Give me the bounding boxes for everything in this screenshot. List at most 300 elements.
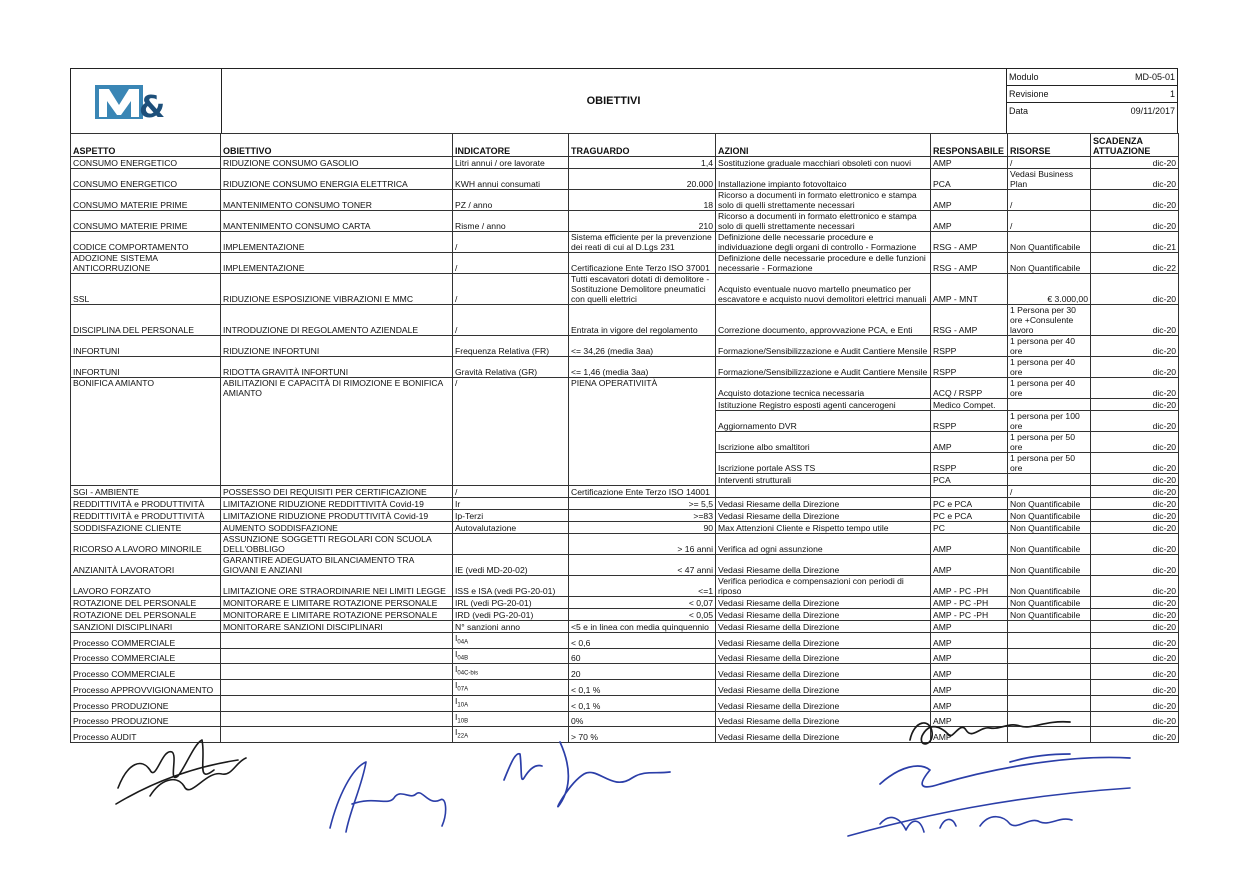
cell-risorse: 1 persona per 100 ore — [1008, 411, 1091, 432]
table-row — [71, 357, 1179, 378]
cell-indicatore: Ir — [453, 498, 569, 510]
table-row — [71, 378, 1179, 399]
cell-aspetto: SANZIONI DISCIPLINARI — [71, 621, 221, 633]
cell-scadenza: dic-20 — [1091, 576, 1179, 597]
cell-responsabile: AMP — [931, 680, 1008, 696]
cell-risorse: / — [1008, 190, 1091, 211]
cell-indicatore: IRL (vedi PG-20-01) — [453, 597, 569, 609]
cell-scadenza: dic-20 — [1091, 621, 1179, 633]
cell-azioni: Installazione impianto fotovoltaico — [716, 169, 931, 190]
cell-scadenza: dic-20 — [1091, 357, 1179, 378]
cell-obiettivo: LIMITAZIONE ORE STRAORDINARIE NEI LIMITI LEGGE — [221, 576, 453, 597]
indicator-symbol: I — [455, 648, 458, 659]
cell-responsabile: PCA — [931, 474, 1008, 486]
cell-responsabile: PC e PCA — [931, 498, 1008, 510]
table-row — [71, 664, 1179, 680]
cell-responsabile: AMP — [931, 633, 1008, 649]
cell-aspetto: INFORTUNI — [71, 336, 221, 357]
cell-azioni: Vedasi Riesame della Direzione — [716, 727, 931, 743]
cell-risorse: Vedasi Business Plan — [1008, 169, 1091, 190]
cell-traguardo: < 0,1 % — [569, 680, 716, 696]
cell-responsabile: AMP — [931, 695, 1008, 711]
cell-traguardo: PIENA OPERATIVIITÀ — [569, 378, 716, 486]
meta-value: 1 — [1169, 89, 1175, 99]
cell-responsabile: Medico Compet. — [931, 399, 1008, 411]
cell-aspetto: Processo COMMERCIALE — [71, 648, 221, 664]
cell-responsabile: PCA — [931, 169, 1008, 190]
cell-indicatore: KWH annui consumati — [453, 169, 569, 190]
cell-aspetto: Processo APPROVVIGIONAMENTO — [71, 680, 221, 696]
cell-risorse — [1008, 399, 1091, 411]
cell-risorse: Non Quantificabile — [1008, 534, 1091, 555]
cell-risorse: € 3.000,00 — [1008, 274, 1091, 305]
cell-obiettivo: RIDUZIONE CONSUMO ENERGIA ELETTRICA — [221, 169, 453, 190]
cell-azioni: Acquisto eventuale nuovo martello pneumatico per escavatore e acquisto nuovi demolitori elettrici manuali — [716, 274, 931, 305]
cell-obiettivo: LIMITAZIONE RIDUZIONE REDDITTIVITÀ Covid-19 — [221, 498, 453, 510]
indicator-subscript: 04A — [457, 639, 469, 646]
cell-risorse: Non Quantificabile — [1008, 253, 1091, 274]
cell-azioni: Vedasi Riesame della Direzione — [716, 597, 931, 609]
col-header-risorse: RISORSE — [1008, 134, 1091, 157]
cell-obiettivo — [221, 633, 453, 649]
cell-scadenza: dic-20 — [1091, 534, 1179, 555]
cell-risorse — [1008, 621, 1091, 633]
cell-scadenza: dic-20 — [1091, 522, 1179, 534]
cell-indicatore: IE (vedi MD-20-02) — [453, 555, 569, 576]
cell-azioni: Ricorso a documenti in formato elettronico e stampa solo di quelli strettamente necessari — [716, 190, 931, 211]
cell-risorse: / — [1008, 157, 1091, 169]
cell-obiettivo: IMPLEMENTAZIONE — [221, 253, 453, 274]
table-row — [71, 211, 1179, 232]
cell-traguardo: < 0,07 — [569, 597, 716, 609]
indicator-symbol: I — [455, 727, 458, 738]
logo-cell — [71, 69, 222, 133]
cell-scadenza: dic-22 — [1091, 253, 1179, 274]
cell-risorse: / — [1008, 211, 1091, 232]
cell-indicatore: Frequenza Relativa (FR) — [453, 336, 569, 357]
cell-responsabile: AMP — [931, 727, 1008, 743]
cell-azioni: Vedasi Riesame della Direzione — [716, 648, 931, 664]
table-row — [71, 680, 1179, 696]
table-row — [71, 534, 1179, 555]
cell-responsabile: AMP — [931, 190, 1008, 211]
cell-aspetto: LAVORO FORZATO — [71, 576, 221, 597]
cell-traguardo: <=1 — [569, 576, 716, 597]
cell-obiettivo — [221, 680, 453, 696]
cell-traguardo: Tutti escavatori dotati di demolitore - Sostituzione Demolitore pneumatici con quelli elettrici — [569, 274, 716, 305]
cell-azioni: Vedasi Riesame della Direzione — [716, 711, 931, 727]
cell-traguardo: 20 — [569, 664, 716, 680]
cell-scadenza: dic-20 — [1091, 190, 1179, 211]
cell-responsabile: ACQ / RSPP — [931, 378, 1008, 399]
cell-indicatore — [453, 633, 569, 649]
cell-responsabile: AMP - PC -PH — [931, 597, 1008, 609]
cell-responsabile: AMP - PC -PH — [931, 576, 1008, 597]
col-header-traguardo: TRAGUARDO — [569, 134, 716, 157]
cell-obiettivo: MANTENIMENTO CONSUMO TONER — [221, 190, 453, 211]
cell-aspetto: SGI - AMBIENTE — [71, 486, 221, 498]
cell-aspetto: ROTAZIONE DEL PERSONALE — [71, 597, 221, 609]
indicator-subscript: 22A — [457, 734, 469, 741]
document-sheet — [70, 68, 1178, 743]
meta-value: MD-05-01 — [1134, 72, 1175, 82]
cell-scadenza: dic-20 — [1091, 274, 1179, 305]
cell-scadenza: dic-20 — [1091, 399, 1179, 411]
cell-aspetto: Processo PRODUZIONE — [71, 695, 221, 711]
cell-traguardo: <= 34,26 (media 3aa) — [569, 336, 716, 357]
cell-risorse: 1 persona per 50 ore — [1008, 453, 1091, 474]
cell-risorse: Non Quantificabile — [1008, 232, 1091, 253]
cell-risorse: Non Quantificabile — [1008, 555, 1091, 576]
cell-scadenza: dic-20 — [1091, 336, 1179, 357]
cell-responsabile: AMP — [931, 711, 1008, 727]
cell-scadenza: dic-20 — [1091, 727, 1179, 743]
cell-risorse — [1008, 648, 1091, 664]
indicator-subscript: 04C-bis — [457, 671, 479, 678]
cell-aspetto: SODDISFAZIONE CLIENTE — [71, 522, 221, 534]
cell-azioni: Istituzione Registro esposti agenti cancerogeni — [716, 399, 931, 411]
cell-risorse: Non Quantificabile — [1008, 576, 1091, 597]
cell-traguardo: 1,4 — [569, 157, 716, 169]
cell-traguardo: 210 — [569, 211, 716, 232]
cell-azioni: Aggiornamento DVR — [716, 411, 931, 432]
table-row — [71, 274, 1179, 305]
cell-traguardo: 18 — [569, 190, 716, 211]
cell-azioni: Vedasi Riesame della Direzione — [716, 498, 931, 510]
cell-obiettivo: MONITORARE SANZIONI DISCIPLINARI — [221, 621, 453, 633]
cell-aspetto: CONSUMO MATERIE PRIME — [71, 211, 221, 232]
table-row — [71, 336, 1179, 357]
table-row — [71, 232, 1179, 253]
cell-aspetto: ANZIANITÀ LAVORATORI — [71, 555, 221, 576]
cell-azioni: Iscrizione albo smaltitori — [716, 432, 931, 453]
cell-scadenza: dic-20 — [1091, 609, 1179, 621]
cell-responsabile: RSPP — [931, 411, 1008, 432]
cell-traguardo: 60 — [569, 648, 716, 664]
cell-obiettivo: MONITORARE E LIMITARE ROTAZIONE PERSONALE — [221, 609, 453, 621]
cell-risorse — [1008, 680, 1091, 696]
cell-risorse: 1 Persona per 30 ore +Consulente lavoro — [1008, 305, 1091, 336]
page-title: OBIETTIVI — [221, 69, 1007, 133]
col-header-scadenza: SCADENZA ATTUAZIONE — [1091, 134, 1179, 157]
cell-responsabile: RSG - AMP — [931, 232, 1008, 253]
cell-responsabile: AMP — [931, 157, 1008, 169]
cell-responsabile: AMP — [931, 432, 1008, 453]
cell-traguardo: >= 5,5 — [569, 498, 716, 510]
cell-risorse: 1 persona per 40 ore — [1008, 357, 1091, 378]
cell-scadenza: dic-20 — [1091, 169, 1179, 190]
cell-aspetto: Processo PRODUZIONE — [71, 711, 221, 727]
cell-risorse: Non Quantificabile — [1008, 597, 1091, 609]
cell-risorse: Non Quantificabile — [1008, 522, 1091, 534]
indicator-subscript: 04B — [457, 655, 469, 662]
cell-aspetto: ROTAZIONE DEL PERSONALE — [71, 609, 221, 621]
cell-aspetto: Processo COMMERCIALE — [71, 633, 221, 649]
meta-label: Data — [1009, 106, 1029, 116]
cell-responsabile: AMP — [931, 555, 1008, 576]
cell-responsabile: AMP — [931, 534, 1008, 555]
cell-scadenza: dic-20 — [1091, 486, 1179, 498]
cell-aspetto: SSL — [71, 274, 221, 305]
cell-responsabile: AMP — [931, 664, 1008, 680]
col-header-obiettivo: OBIETTIVO — [221, 134, 453, 157]
cell-indicatore: ISS e ISA (vedi PG-20-01) — [453, 576, 569, 597]
cell-indicatore: N° sanzioni anno — [453, 621, 569, 633]
cell-traguardo: Entrata in vigore del regolamento — [569, 305, 716, 336]
cell-scadenza: dic-20 — [1091, 411, 1179, 432]
cell-aspetto: Processo AUDIT — [71, 727, 221, 743]
cell-aspetto: REDDITTIVITÀ e PRODUTTIVITÀ — [71, 510, 221, 522]
cell-obiettivo: ASSUNZIONE SOGGETTI REGOLARI CON SCUOLA DELL'OBBLIGO — [221, 534, 453, 555]
col-header-azioni: AZIONI — [716, 134, 931, 157]
cell-risorse — [1008, 474, 1091, 486]
cell-responsabile: AMP - PC -PH — [931, 609, 1008, 621]
cell-obiettivo: GARANTIRE ADEGUATO BILANCIAMENTO TRA GIOVANI E ANZIANI — [221, 555, 453, 576]
cell-obiettivo: RIDUZIONE CONSUMO GASOLIO — [221, 157, 453, 169]
indicator-symbol: I — [455, 633, 458, 643]
cell-traguardo: < 0,1 % — [569, 695, 716, 711]
indicator-symbol: I — [455, 711, 458, 722]
table-row — [71, 157, 1179, 169]
cell-responsabile: RSPP — [931, 336, 1008, 357]
cell-scadenza: dic-20 — [1091, 474, 1179, 486]
cell-risorse — [1008, 633, 1091, 649]
table-row — [71, 510, 1179, 522]
table-row — [71, 498, 1179, 510]
cell-azioni: Vedasi Riesame della Direzione — [716, 695, 931, 711]
cell-scadenza: dic-20 — [1091, 211, 1179, 232]
cell-indicatore — [453, 680, 569, 696]
cell-traguardo: <5 e in linea con media quinquennio — [569, 621, 716, 633]
cell-traguardo: Certificazione Ente Terzo ISO 14001 — [569, 486, 716, 498]
cell-scadenza: dic-20 — [1091, 157, 1179, 169]
cell-obiettivo: RIDOTTA GRAVITÀ INFORTUNI — [221, 357, 453, 378]
table-row — [71, 169, 1179, 190]
table-row — [71, 597, 1179, 609]
cell-azioni: Vedasi Riesame della Direzione — [716, 555, 931, 576]
cell-obiettivo: RIDUZIONE ESPOSIZIONE VIBRAZIONI E MMC — [221, 274, 453, 305]
document-header — [70, 68, 1178, 133]
cell-indicatore: Risme / anno — [453, 211, 569, 232]
cell-traguardo: <= 1,46 (media 3aa) — [569, 357, 716, 378]
cell-indicatore — [453, 648, 569, 664]
indicator-symbol: I — [455, 664, 458, 675]
col-header-aspetto: ASPETTO — [71, 134, 221, 157]
table-row — [71, 648, 1179, 664]
cell-obiettivo: IMPLEMENTAZIONE — [221, 232, 453, 253]
cell-aspetto: CODICE COMPORTAMENTO — [71, 232, 221, 253]
cell-indicatore: IRD (vedi PG-20-01) — [453, 609, 569, 621]
cell-aspetto: CONSUMO ENERGETICO — [71, 169, 221, 190]
indicator-subscript: 10B — [457, 718, 469, 725]
cell-scadenza: dic-20 — [1091, 711, 1179, 727]
cell-traguardo: 90 — [569, 522, 716, 534]
cell-responsabile: RSG - AMP — [931, 253, 1008, 274]
cell-responsabile: AMP - MNT — [931, 274, 1008, 305]
cell-indicatore — [453, 664, 569, 680]
cell-scadenza: dic-20 — [1091, 664, 1179, 680]
signatures-area — [0, 700, 1250, 880]
cell-traguardo: 0% — [569, 711, 716, 727]
cell-responsabile: AMP — [931, 211, 1008, 232]
cell-indicatore: Autovalutazione — [453, 522, 569, 534]
cell-indicatore: Ip-Terzi — [453, 510, 569, 522]
cell-obiettivo: ABILITAZIONI E CAPACITÀ DI RIMOZIONE E BONIFICA AMIANTO — [221, 378, 453, 486]
cell-azioni: Definizione delle necessarie procedure e individuazione degli organi di controllo - Formazione — [716, 232, 931, 253]
cell-risorse: Non Quantificabile — [1008, 498, 1091, 510]
indicator-symbol: I — [455, 695, 458, 706]
cell-responsabile: RSG - AMP — [931, 305, 1008, 336]
cell-scadenza: dic-20 — [1091, 680, 1179, 696]
cell-scadenza: dic-20 — [1091, 432, 1179, 453]
meta-row-revisione — [1006, 86, 1178, 103]
cell-obiettivo: INTRODUZIONE DI REGOLAMENTO AZIENDALE — [221, 305, 453, 336]
cell-aspetto: INFORTUNI — [71, 357, 221, 378]
meta-row-modulo — [1006, 69, 1178, 86]
cell-aspetto: DISCIPLINA DEL PERSONALE — [71, 305, 221, 336]
cell-risorse: 1 persona per 40 ore — [1008, 378, 1091, 399]
company-logo-icon — [95, 83, 165, 121]
cell-azioni: Vedasi Riesame della Direzione — [716, 633, 931, 649]
cell-traguardo: < 0,05 — [569, 609, 716, 621]
cell-traguardo: > 70 % — [569, 727, 716, 743]
cell-azioni: Vedasi Riesame della Direzione — [716, 621, 931, 633]
cell-aspetto: CONSUMO MATERIE PRIME — [71, 190, 221, 211]
cell-azioni: Interventi strutturali — [716, 474, 931, 486]
cell-indicatore: PZ / anno — [453, 190, 569, 211]
cell-responsabile: PC e PCA — [931, 510, 1008, 522]
cell-indicatore: / — [453, 274, 569, 305]
table-row — [71, 609, 1179, 621]
document-meta — [1006, 69, 1178, 133]
cell-obiettivo: RIDUZIONE INFORTUNI — [221, 336, 453, 357]
cell-scadenza: dic-20 — [1091, 648, 1179, 664]
cell-obiettivo: MANTENIMENTO CONSUMO CARTA — [221, 211, 453, 232]
cell-indicatore: Gravità Relativa (GR) — [453, 357, 569, 378]
indicator-symbol: I — [455, 680, 458, 691]
cell-scadenza: dic-20 — [1091, 498, 1179, 510]
cell-obiettivo — [221, 648, 453, 664]
table-row — [71, 633, 1179, 649]
cell-indicatore — [453, 534, 569, 555]
cell-scadenza: dic-20 — [1091, 597, 1179, 609]
cell-indicatore: Litri annui / ore lavorate — [453, 157, 569, 169]
table-row — [71, 555, 1179, 576]
cell-indicatore: / — [453, 253, 569, 274]
table-row — [71, 305, 1179, 336]
cell-azioni: Ricorso a documenti in formato elettronico e stampa solo di quelli strettamente necessari — [716, 211, 931, 232]
cell-aspetto: BONIFICA AMIANTO — [71, 378, 221, 486]
cell-obiettivo: AUMENTO SODDISFAZIONE — [221, 522, 453, 534]
cell-scadenza: dic-20 — [1091, 695, 1179, 711]
cell-responsabile — [931, 486, 1008, 498]
cell-azioni: Vedasi Riesame della Direzione — [716, 664, 931, 680]
table-row — [71, 621, 1179, 633]
cell-aspetto: CONSUMO ENERGETICO — [71, 157, 221, 169]
cell-traguardo: 20.000 — [569, 169, 716, 190]
cell-aspetto: Processo COMMERCIALE — [71, 664, 221, 680]
cell-traguardo: < 0,6 — [569, 633, 716, 649]
cell-indicatore: / — [453, 378, 569, 486]
cell-responsabile: PC — [931, 522, 1008, 534]
cell-azioni: Vedasi Riesame della Direzione — [716, 510, 931, 522]
cell-indicatore: / — [453, 305, 569, 336]
table-body — [71, 157, 1179, 743]
cell-aspetto: RICORSO A LAVORO MINORILE — [71, 534, 221, 555]
cell-azioni — [716, 486, 931, 498]
meta-label: Revisione — [1009, 89, 1049, 99]
cell-indicatore: / — [453, 486, 569, 498]
table-row — [71, 522, 1179, 534]
cell-scadenza: dic-20 — [1091, 510, 1179, 522]
cell-azioni: Formazione/Sensibilizzazione e Audit Cantiere Mensile — [716, 336, 931, 357]
cell-scadenza: dic-20 — [1091, 378, 1179, 399]
cell-traguardo: < 47 anni — [569, 555, 716, 576]
cell-risorse: / — [1008, 486, 1091, 498]
cell-azioni: Formazione/Sensibilizzazione e Audit Cantiere Mensile — [716, 357, 931, 378]
cell-scadenza: dic-21 — [1091, 232, 1179, 253]
meta-value: 09/11/2017 — [1130, 106, 1175, 116]
svg-text:&: & — [139, 90, 165, 121]
cell-responsabile: AMP — [931, 621, 1008, 633]
cell-azioni: Verifica ad ogni assunzione — [716, 534, 931, 555]
col-header-indicatore: INDICATORE — [453, 134, 569, 157]
cell-traguardo: Sistema efficiente per la prevenzione dei reati di cui al D.Lgs 231 — [569, 232, 716, 253]
cell-responsabile: RSPP — [931, 357, 1008, 378]
objectives-table — [70, 133, 1179, 743]
meta-row-data — [1006, 103, 1178, 119]
cell-obiettivo — [221, 664, 453, 680]
cell-scadenza: dic-20 — [1091, 633, 1179, 649]
cell-responsabile: RSPP — [931, 453, 1008, 474]
cell-obiettivo: POSSESSO DEI REQUISITI PER CERTIFICAZIONE — [221, 486, 453, 498]
cell-risorse: 1 persona per 50 ore — [1008, 432, 1091, 453]
cell-traguardo: > 16 anni — [569, 534, 716, 555]
cell-obiettivo: MONITORARE E LIMITARE ROTAZIONE PERSONALE — [221, 597, 453, 609]
cell-azioni: Vedasi Riesame della Direzione — [716, 609, 931, 621]
cell-risorse: 1 persona per 40 ore — [1008, 336, 1091, 357]
indicator-subscript: 07A — [457, 686, 469, 693]
signatures-icon — [0, 700, 1250, 880]
table-row — [71, 190, 1179, 211]
cell-traguardo: >=83 — [569, 510, 716, 522]
cell-azioni: Max Attenzioni Cliente e Rispetto tempo utile — [716, 522, 931, 534]
cell-responsabile: AMP — [931, 648, 1008, 664]
cell-traguardo: Certificazione Ente Terzo ISO 37001 — [569, 253, 716, 274]
cell-risorse: Non Quantificabile — [1008, 609, 1091, 621]
meta-label: Modulo — [1009, 72, 1039, 82]
col-header-responsabile: RESPONSABILE — [931, 134, 1008, 157]
cell-scadenza: dic-20 — [1091, 555, 1179, 576]
table-row — [71, 576, 1179, 597]
cell-azioni: Iscrizione portale ASS TS — [716, 453, 931, 474]
table-row — [71, 486, 1179, 498]
cell-scadenza: dic-20 — [1091, 305, 1179, 336]
cell-indicatore: / — [453, 232, 569, 253]
indicator-subscript: 10A — [457, 702, 469, 709]
cell-azioni: Definizione delle necessarie procedure e delle funzioni necessarie - Formazione — [716, 253, 931, 274]
table-header-row — [71, 134, 1179, 157]
cell-azioni: Verifica periodica e compensazioni con periodi di riposo — [716, 576, 931, 597]
cell-aspetto: ADOZIONE SISTEMA ANTICORRUZIONE — [71, 253, 221, 274]
cell-aspetto: REDDITTIVITÀ e PRODUTTIVITÀ — [71, 498, 221, 510]
cell-scadenza: dic-20 — [1091, 453, 1179, 474]
cell-azioni: Acquisto dotazione tecnica necessaria — [716, 378, 931, 399]
cell-risorse: Non Quantificabile — [1008, 510, 1091, 522]
cell-azioni: Sostituzione graduale macchiari obsoleti con nuovi — [716, 157, 931, 169]
cell-obiettivo: LIMITAZIONE RIDUZIONE PRODUTTIVITÀ Covid-19 — [221, 510, 453, 522]
cell-risorse — [1008, 664, 1091, 680]
